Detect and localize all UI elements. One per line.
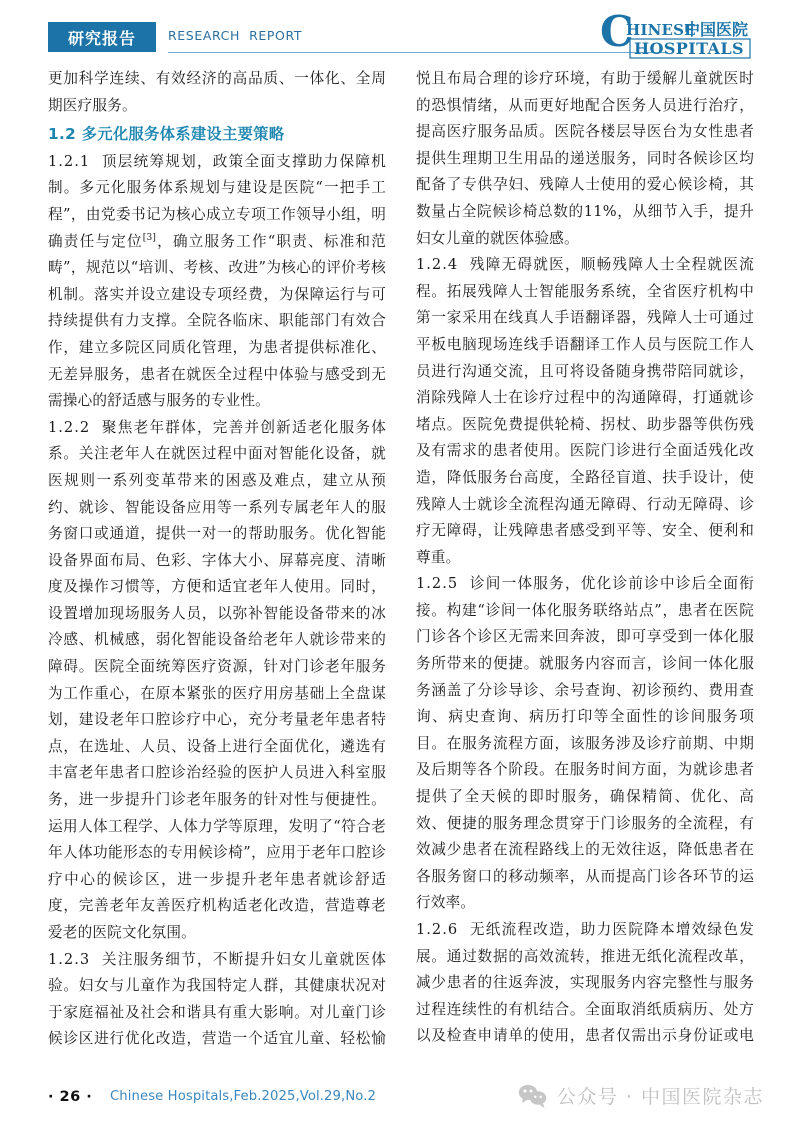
- watermark-label: 公众号 · 中国医院杂志: [556, 1086, 764, 1108]
- paragraph-1-2-5-text: 诊间一体服务，优化诊前诊中诊后全面衔接。构建“诊间一体化服务联络站点”，患者在医院门诊各个诊区无需来回奔波，即可享受到一体化服务所带来的便捷。就服务内容而言，诊间一体化服务涵盖了分诊导诊、余号查询、初诊预约、费用查询、病史查询、病历打印等全面性的诊间服务项目。在服务流程方面，该服务涉及诊疗前期、中期及后期等各个阶段。在服务时间方面，为就诊患者提供了全天候的即时服务，确保精简、优化、高效、便捷的服务理念贯穿于门诊服务的全流程，有效减少患者在流程路线上的无效往返，降低患者在各服务窗口的移动频率，从而提高门诊各环节的运行效率。: [416, 575, 754, 912]
- citation-ref-3: [3]: [142, 232, 157, 243]
- journal-citation: Chinese Hospitals,Feb.2025,Vol.29,No.2: [110, 1089, 377, 1104]
- paragraph-1-2-2-text: 聚焦老年群体，完善并创新适老化服务体系。关注老年人在就医过程中面对智能化设备，就医规则一系列变革带来的困惑及难点，建立从预约、就诊、智能设备应用等一系列专属老年人的服务窗口或通道，提供一对一的帮助服务。优化智能设备界面布局、色彩、字体大小、屏幕亮度、清晰度及操作习惯等，方便和适宜老年人使用。同时，设置增加现场服务人员，以弥补智能设备带来的冰冷感、机械感，弱化智能设备给老年人就诊带来的障碍。医院全面统筹医疗资源，针对门诊老年服务为工作重心，在原本紧张的医疗用房基础上全盘谋划，建设老年口腔诊疗中心，充分考量老年患者特点，在选址、人员、设备上进行全面优化，遴选有丰富老年患者口腔诊治经验的医护人员进入科室服务，进一步提升门诊老年服务的针对性与便捷性。运用人体工程学、人体力学等原理，发明了“符合老年人体功能形态的专用候诊椅”，应用于老年口腔诊疗中心的候诊区，进一步提升老年患者就诊舒适度，完善老年友善医疗机构适老化改造，营造尊老爱老的医院文化氛围。: [48, 418, 386, 941]
- paragraph-1-2-3-continued: 悦且布局合理的诊疗环境，有助于缓解儿童就医时的恐惧情绪，从而更好地配合医务人员进行治疗，提高医疗服务品质。医院各楼层导医台为女性患者提供生理期卫生用品的递送服务，同时各候诊区均配备了专供孕妇、残障人士使用的爱心候诊椅，其数量占全院候诊椅总数的11%，从细节入手，提升妇女儿童的就医体验感。: [416, 70, 754, 247]
- article-body: [48, 66, 754, 1056]
- section-heading-1-2: 1.2 多元化服务体系建设主要策略: [48, 125, 285, 144]
- svg-text:中国医院: 中国医院: [684, 20, 749, 39]
- svg-text:HOSPITALS: HOSPITALS: [634, 39, 744, 58]
- paragraph-number-1-2-6: 1.2.6: [416, 921, 459, 938]
- paragraph-1-2-5: [416, 571, 754, 917]
- paragraph-continued: 更加科学连续、有效经济的高品质、一体化、全周期医疗服务。: [48, 70, 386, 114]
- paragraph-1-2-4: [416, 252, 754, 571]
- page-footer: [48, 1073, 764, 1109]
- page-header: [48, 10, 760, 64]
- section-tag-english: RESEARCH REPORT: [168, 28, 303, 43]
- chinese-hospitals-logo: [600, 10, 760, 64]
- paragraph-1-2-6: [416, 917, 754, 1050]
- paragraph-number-1-2-2: 1.2.2: [48, 418, 91, 436]
- paragraph-1-2-1: [48, 149, 386, 415]
- paragraph-1-2-6-text: 无纸流程改造，助力医院降本增效绿色发展。通过数据的高效流转，推进无纸化流程改革，减少患者的往返奔波，实现服务内容完整性与服务过程连续性的有机结合。全面取消纸质病历、处方以及检查申请单的使用，患者仅需出示身份证或电: [416, 921, 754, 1045]
- paragraph-1-2-1-text-b: ，确立服务工作“职责、标准和范畴”，规范以“培训、考核、改进”为核心的评价考核机制。落实并设立建设专项经费，为保障运行与可持续提供有力支撑。全院各临床、职能部门有效合作，建立多院区同质化管理，为患者提供标准化、无差异服务，患者在就医全过程中体验与感受到无需操心的舒适感与服务的专业性。: [48, 232, 386, 410]
- paragraph-1-2-2: [48, 415, 386, 947]
- paragraph-1-2-1-text-a: 顶层统筹规划，政策全面支撑助力保障机制。多元化服务体系规划与建设是医院“一把手工程”，由党委书记为核心成立专项工作领导小组，明确责任与定位: [48, 152, 386, 250]
- section-tag-badge: 研究报告: [48, 22, 156, 52]
- paragraph-number-1-2-4: 1.2.4: [416, 256, 459, 274]
- svg-text:HINESE: HINESE: [626, 21, 696, 39]
- header-divider-rule: [168, 52, 668, 53]
- paragraph-number-1-2-5: 1.2.5: [416, 575, 459, 593]
- paragraph-number-1-2-1: 1.2.1: [48, 152, 91, 170]
- paragraph-1-2-3: [48, 947, 386, 1053]
- svg-text:C: C: [600, 10, 634, 56]
- paragraph-number-1-2-3: 1.2.3: [48, 950, 91, 968]
- paragraph-1-2-4-text: 残障无碍就医，顺畅残障人士全程就医流程。拓展残障人士智能服务系统，全省医疗机构中第一家采用在线真人手语翻译器，残障人士可通过平板电脑现场连线手语翻译工作人员与医院工作人员进行沟通交流，且可将设备随身携带陪同就诊，消除残障人士在诊疗过程中的沟通障碍，打通就诊堵点。医院免费提供轮椅、拐杖、助步器等供伤残及有需求的患者使用。医院门诊进行全面适残化改造，降低服务台高度，全路径盲道、扶手设计，使残障人士就诊全流程沟通无障碍、行动无障碍、诊疗无障碍，让残障患者感受到平等、安全、便利和尊重。: [416, 256, 754, 566]
- right-column: [416, 66, 754, 1056]
- page-number: · 26 ·: [48, 1089, 93, 1105]
- wechat-watermark: [518, 1082, 764, 1109]
- logo-icon: [600, 10, 760, 64]
- left-column: [48, 66, 386, 1056]
- paragraph-1-2-3-text: 关注服务细节，不断提升妇女儿童就医体验。妇女与儿童作为我国特定人群，其健康状况对于家庭福祉及社会和谐具有重大影响。对儿童门诊候诊区进行优化改造，营造一个适宜儿童、轻松愉: [48, 950, 386, 1048]
- wechat-icon: [518, 1083, 548, 1109]
